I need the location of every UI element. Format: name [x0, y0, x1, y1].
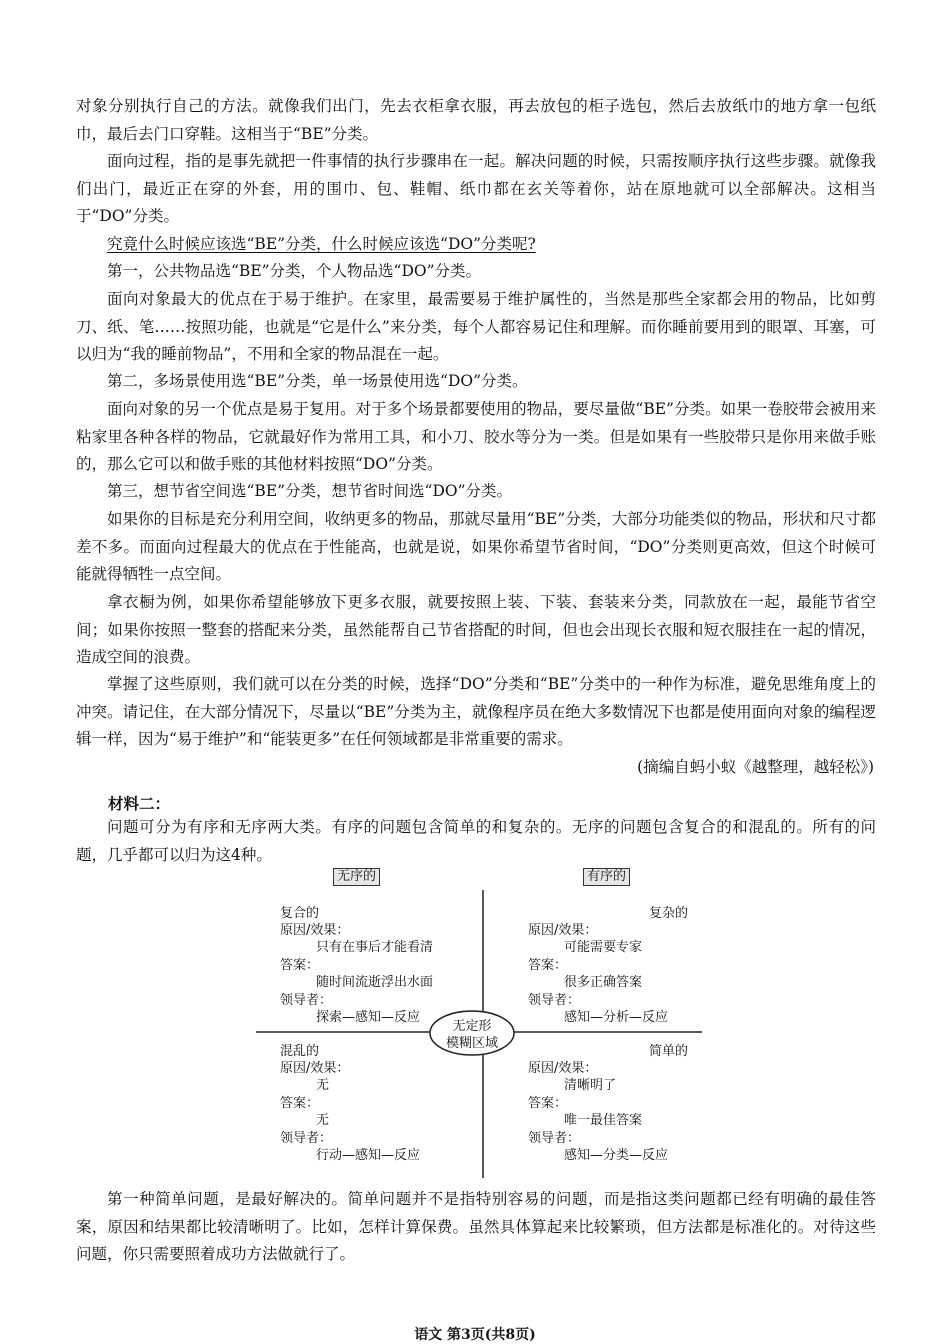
- fuzzy-zone-label: 无定形 模糊区域: [445, 1019, 498, 1051]
- paragraph-3: 面向对象最大的优点在于易于维护。在家里，最需要易于维护属性的，当然是那些全家都会用的物品，比如剪刀、纸、笔……按照功能，也就是“它是什么”来分类，每个人都容易记住和理解。而你睡前要用到的眼罩、耳塞，可以归为“我的睡前物品”，不用和全家的物品混在一起。: [76, 290, 876, 363]
- principle-3: 第三，想节省空间选“BE”分类，想节省时间选“DO”分类。: [107, 482, 513, 500]
- paragraph-5: 如果你的目标是充分利用空间，收纳更多的物品，那就尽量用“BE”分类，大部分功能类似的物品，形状和尺寸都差不多。而面向过程最大的优点在于性能高，也就是说，如果你希望节省时间，“DO”分类则更高效，但这个时候可能就得牺牲一点空间。: [76, 510, 876, 583]
- underlined-question: 究竟什么时候应该选“BE”分类，什么时候应该选“DO”分类呢?: [107, 235, 536, 253]
- paragraph-7: 掌握了这些原则，我们就可以在分类的时候，选择“DO”分类和“BE”分类中的一种作为标准，避免思维角度上的冲突。请记住，在大部分情况下，尽量以“BE”分类为主，就像程序员在绝大多数情况下也都是使用面向对象的编程逻辑一样，因为“易于维护”和“能装更多”在任何领域都是非常重要的需求。: [76, 675, 876, 748]
- principle-2: 第二，多场景使用选“BE”分类，单一场景使用选“DO”分类。: [107, 372, 528, 390]
- paragraph-4: 面向对象的另一个优点是易于复用。对于多个场景都要使用的物品，要尽量做“BE”分类。如果一卷胶带会被用来粘家里各种各样的物品，它就最好作为常用工具，和小刀、胶水等分为一类。但是如果有一些胶带只是你用来做手账的，那么它可以和做手账的其他材料按照“DO”分类。: [76, 400, 876, 473]
- tag-ordered: 有序的: [583, 868, 630, 886]
- tag-unordered: 无序的: [333, 868, 380, 886]
- page-footer: 语文 第3页(共8页): [414, 1327, 536, 1343]
- quadrant-simple-title: 简单的: [649, 1044, 689, 1059]
- quadrant-complicated-title: 复杂的: [649, 906, 689, 921]
- paragraph-1: 对象分别执行自己的方法。就像我们出门，先去衣柜拿衣服，再去放包的柜子选包，然后去放纸巾的地方拿一包纸巾，最后去门口穿鞋。这相当于“BE”分类。: [76, 97, 876, 143]
- paragraph-after-diagram: 第一种简单问题，是最好解决的。简单问题并不是指特别容易的问题，而是指这类问题都已经有明确的最佳答案，原因和结果都比较清晰明了。比如，怎样计算保费。虽然具体算起来比较繁琐，但方法都是标准化的。对待这些问题，你只需要照着成功方法做就行了。: [76, 1190, 876, 1263]
- question-line: [76, 231, 876, 259]
- paragraph-6: 拿衣橱为例，如果你希望能够放下更多衣服，就要按照上装、下装、套装来分类，同款放在一起，最能节省空间；如果你按照一整套的搭配来分类，虽然能帮自己节省搭配的时间，但也会出现长衣服和短衣服挂在一起的情况，造成空间的浪费。: [76, 593, 876, 666]
- source-citation: (摘编自蚂小蚁《越整理，越轻松》): [637, 758, 874, 776]
- quadrant-complex-title: 复合的: [280, 906, 320, 921]
- paragraph-2: 面向过程，指的是事先就把一件事情的执行步骤串在一起。解决问题的时候，只需按顺序执行这些步骤。就像我们出门，最近正在穿的外套，用的围巾、包、鞋帽、纸巾都在玄关等着你，站在原地就可以全部解决。这相当于“DO”分类。: [76, 152, 876, 225]
- material-2-heading: 材料二：: [108, 794, 171, 813]
- principle-1: 第一，公共物品选“BE”分类，个人物品选“DO”分类。: [107, 262, 482, 280]
- quadrant-chaotic-title: 混乱的: [280, 1044, 320, 1059]
- material-2-intro: 问题可分为有序和无序两大类。有序的问题包含简单的和复杂的。无序的问题包含复合的和混乱的。所有的问题，几乎都可以归为这4种。: [76, 818, 876, 864]
- problem-quadrant-diagram: 无序的 有序的 无定形 模糊区域 复合的 原因/效果： 只有在事后才能看清 答案： 随时间流逝浮出水面 领导者： 探索—感知—反应 复杂的 原因/效果： 可能需要专家 答案： 很多正确答案 领导者： 感知—分析—反应 混乱的 原因/效果： 无 答案： 无 领导者： 行动—感知—反应 简单的 原因/效果： 清晰明了 答案： 唯一最佳答案 领导者： 感知—分类—反应: [250, 860, 705, 1180]
